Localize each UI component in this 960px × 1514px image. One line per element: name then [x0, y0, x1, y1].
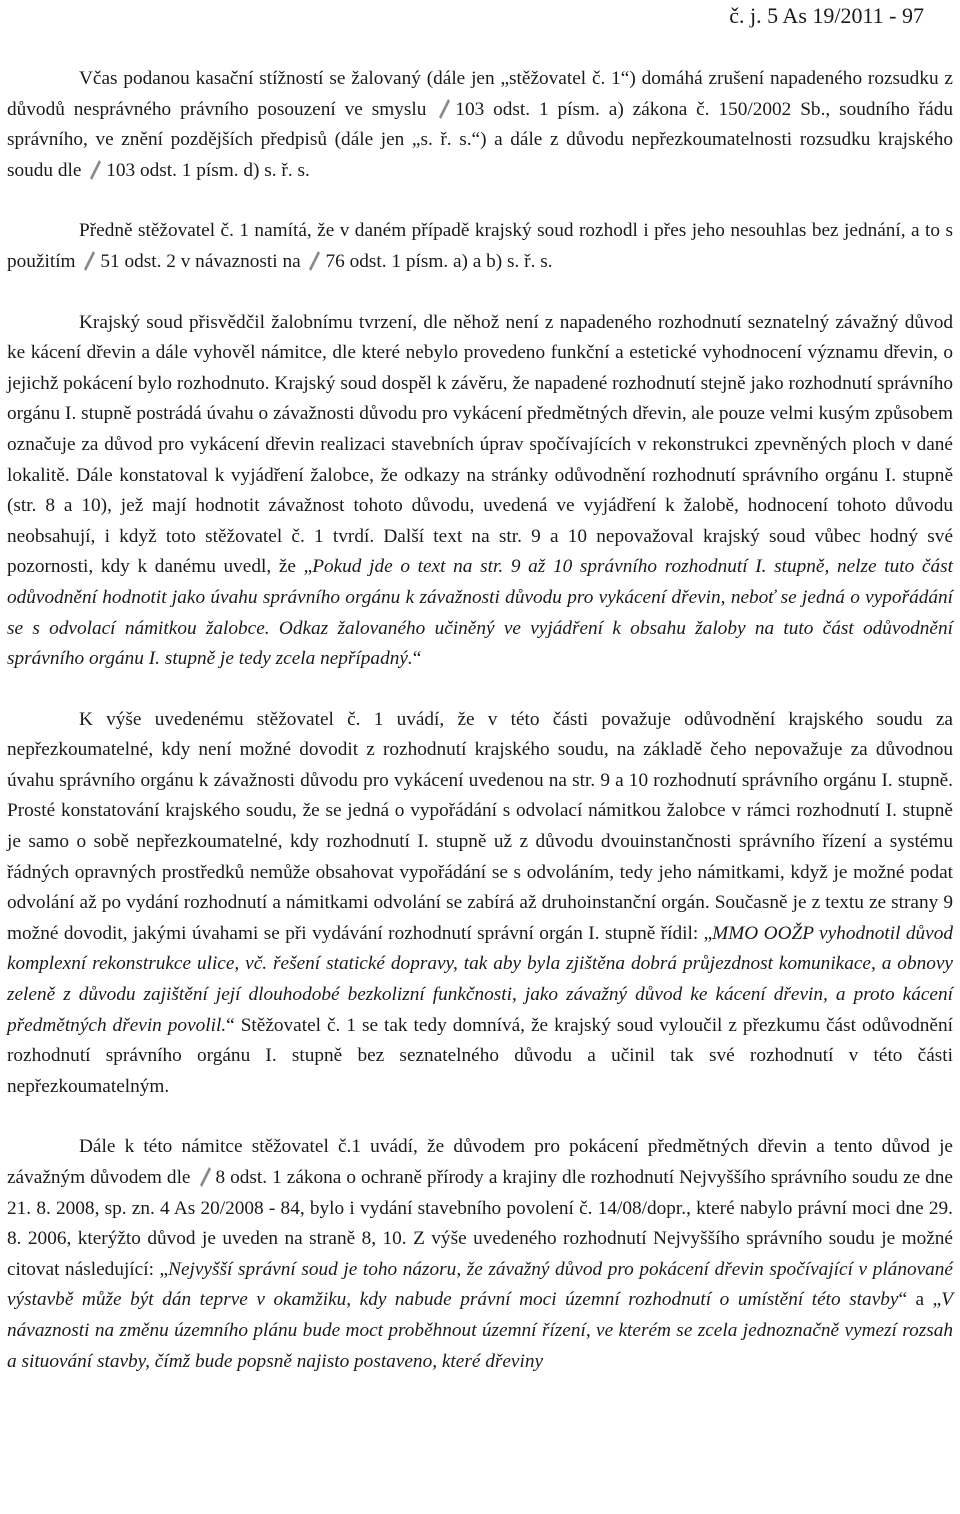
quoted-text: MMO OOŽP vyhodnotil důvod komplexní rekonstrukce ulice, vč. řešení statické dopravy, tak aby byla zjištěna dobrá průjezdnost komunikace, a obnovy zeleně z důvodu zajištění její dlouhodobé bezkolizní funkčnosti, jako závažný důvod ke kácení dřevin, a proto kácení předmětných dřevin povolil. — [7, 922, 953, 1036]
paragraph-text: Dále k této námitce stěžovatel č.1 uvádí, že důvodem pro pokácení předmětných dřevin a tento důvod je závažným důvodem dle — [7, 1136, 953, 1188]
section-link-icon — [84, 251, 95, 271]
case-reference: č. j. 5 As 19/2011 - 97 — [729, 3, 924, 28]
paragraph-text: “ Stěžovatel č. 1 se tak tedy domnívá, že krajský soud vyloučil z přezkumu část odůvodnění rozhodnutí správního orgánu I. stupně bez seznatelného důvodu a učinil tak své rozhodnutí v této části nepřezkoumatelným. — [7, 1014, 953, 1097]
paragraph-text: Včas podanou kasační stížností se žalovaný (dále jen „stěžovatel č. 1“) domáhá zrušení napadeného rozsudku z důvodů nesprávného právního posouzení ve smyslu — [7, 68, 953, 120]
paragraph-text: Předně stěžovatel č. 1 namítá, že v daném případě krajský soud rozhodl i přes jeho nesouhlas bez jednání, a to s použitím — [7, 220, 953, 272]
paragraph-text: “ — [412, 648, 422, 670]
quoted-text: Nejvyšší správní soud je toho názoru, že závažný důvod pro pokácení dřevin spočívající v plánované výstavbě může být dán teprve v okamžiku, kdy nabude právní moci územní rozhodnutí o umístění této stavby — [7, 1258, 953, 1311]
paragraph-text: 103 odst. 1 písm. a) zákona č. 150/2002 Sb., soudního řádu správního, ve znění pozdějších předpisů (dále jen „s. ř. s.“) a dále z důvodu nepřezkoumatelnosti rozsudku krajského soudu dle — [7, 98, 953, 181]
paragraph-text: 51 odst. 2 v návaznosti na — [100, 250, 306, 272]
document-body — [7, 64, 953, 1377]
paragraph-text: Krajský soud přisvědčil žalobnímu tvrzení, dle něhož není z napadeného rozhodnutí seznatelný závažný důvod ke kácení dřevin a dále vyhověl námitce, dle které nebylo provedeno funkční a estetické vyhodnocení významu dřevin, o jejichž pokácení bylo rozhodnuto. Krajský soud dospěl k závěru, že napadené rozhodnutí stejně jako rozhodnutí správního orgánu I. stupně postrádá úvahu o závažnosti důvodu pro vykácení předmětných dřevin, ale pouze velmi kusým způsobem označuje za důvod pro vykácení dřevin realizaci stavebních úprav spočívajících v rekonstrukci zpevněných ploch v dané lokalitě. Dále konstatoval k vyjádření žalobce, že odkazy na stránky odůvodnění rozhodnutí správního orgánu I. stupně (str. 8 a 10), jež mají hodnotit závažnost tohoto důvodu, uvedená ve vyjádření k žalobě, hodnocení tohoto důvodu neobsahují, i když toto stěžovatel č. 1 tvrdí. Další text na str. 9 a 10 nepovažoval krajský soud vůbec hodný své pozornosti, kdy k danému uvedl, že „ — [7, 311, 953, 578]
paragraph-text: K výše uvedenému stěžovatel č. 1 uvádí, že v této části považuje odůvodnění krajského soudu za nepřezkoumatelné, kdy není možné dovodit z rozhodnutí krajského soudu, na základě čeho nepovažuje za důvodnou úvahu správního orgánu k závažnosti důvodu pro vykácení uvedenou na str. 9 a 10 rozhodnutí správního orgánu I. stupně. Prosté konstatování krajského soudu, že se jedná o vypořádání s odvolací námitkou žalobce v rámci rozhodnutí I. stupně je samo o sobě nepřezkoumatelné, kdy rozhodnutí I. stupně už z důvodu dvouinstančnosti správního řízení a systému řádných opravných prostředků nemůže obsahovat vypořádání se s odvoláním, tedy jeho námitkami, když je možné podat odvolání až po vydání rozhodnutí a námitkami odvolání se zabírá až druhoinstanční orgán. Současně je z textu ze strany 9 možné dovodit, jakými úvahami se při vydávání rozhodnutí správní orgán I. stupně řídil: „ — [7, 708, 953, 944]
paragraph — [7, 216, 953, 277]
quoted-text: Pokud jde o text na str. 9 až 10 správního rozhodnutí I. stupně, nelze tuto část odůvodnění hodnotit jako úvahu správního orgánu k závažnosti důvodu pro vykácení dřevin, neboť se jedná o vypořádání se s odvolací námitkou žalobce. Odkaz žalovaného učiněný ve vyjádření k obsahu žaloby na tuto část odůvodnění správního orgánu I. stupně je tedy zcela nepřípadný. — [7, 556, 953, 670]
paragraph — [7, 308, 953, 675]
paragraph-text: 103 odst. 1 písm. d) s. ř. s. — [106, 159, 310, 181]
paragraph — [7, 1132, 953, 1377]
quoted-text: V návaznosti na změnu územního plánu bude moct proběhnout územní řízení, ve kterém se zcela jednoznačně vymezí rozsah a situování stavby, čímž bude popsně najisto postaveno, které dřeviny — [7, 1289, 953, 1372]
paragraph — [7, 64, 953, 186]
section-link-icon — [309, 251, 320, 271]
paragraph-text: 76 odst. 1 písm. a) a b) s. ř. s. — [325, 250, 553, 272]
paragraph-text: 8 odst. 1 zákona o ochraně přírody a krajiny dle rozhodnutí Nejvyššího správního soudu ze dne 21. 8. 2008, sp. zn. 4 As 20/2008 - 84, bylo i vydání stavebního povolení č. 14/08/dopr., které nabylo právní moci dne 29. 8. 2006, kterýžto důvod je uveden na straně 8, 10. Z výše uvedeného rozhodnutí Nejvyššího správního soudu je možné citovat následující: „ — [7, 1167, 953, 1280]
section-link-icon — [439, 99, 450, 119]
paragraph — [7, 705, 953, 1103]
section-link-icon — [90, 160, 101, 180]
section-link-icon — [200, 1167, 211, 1187]
paragraph-text: “ a „ — [898, 1289, 942, 1311]
